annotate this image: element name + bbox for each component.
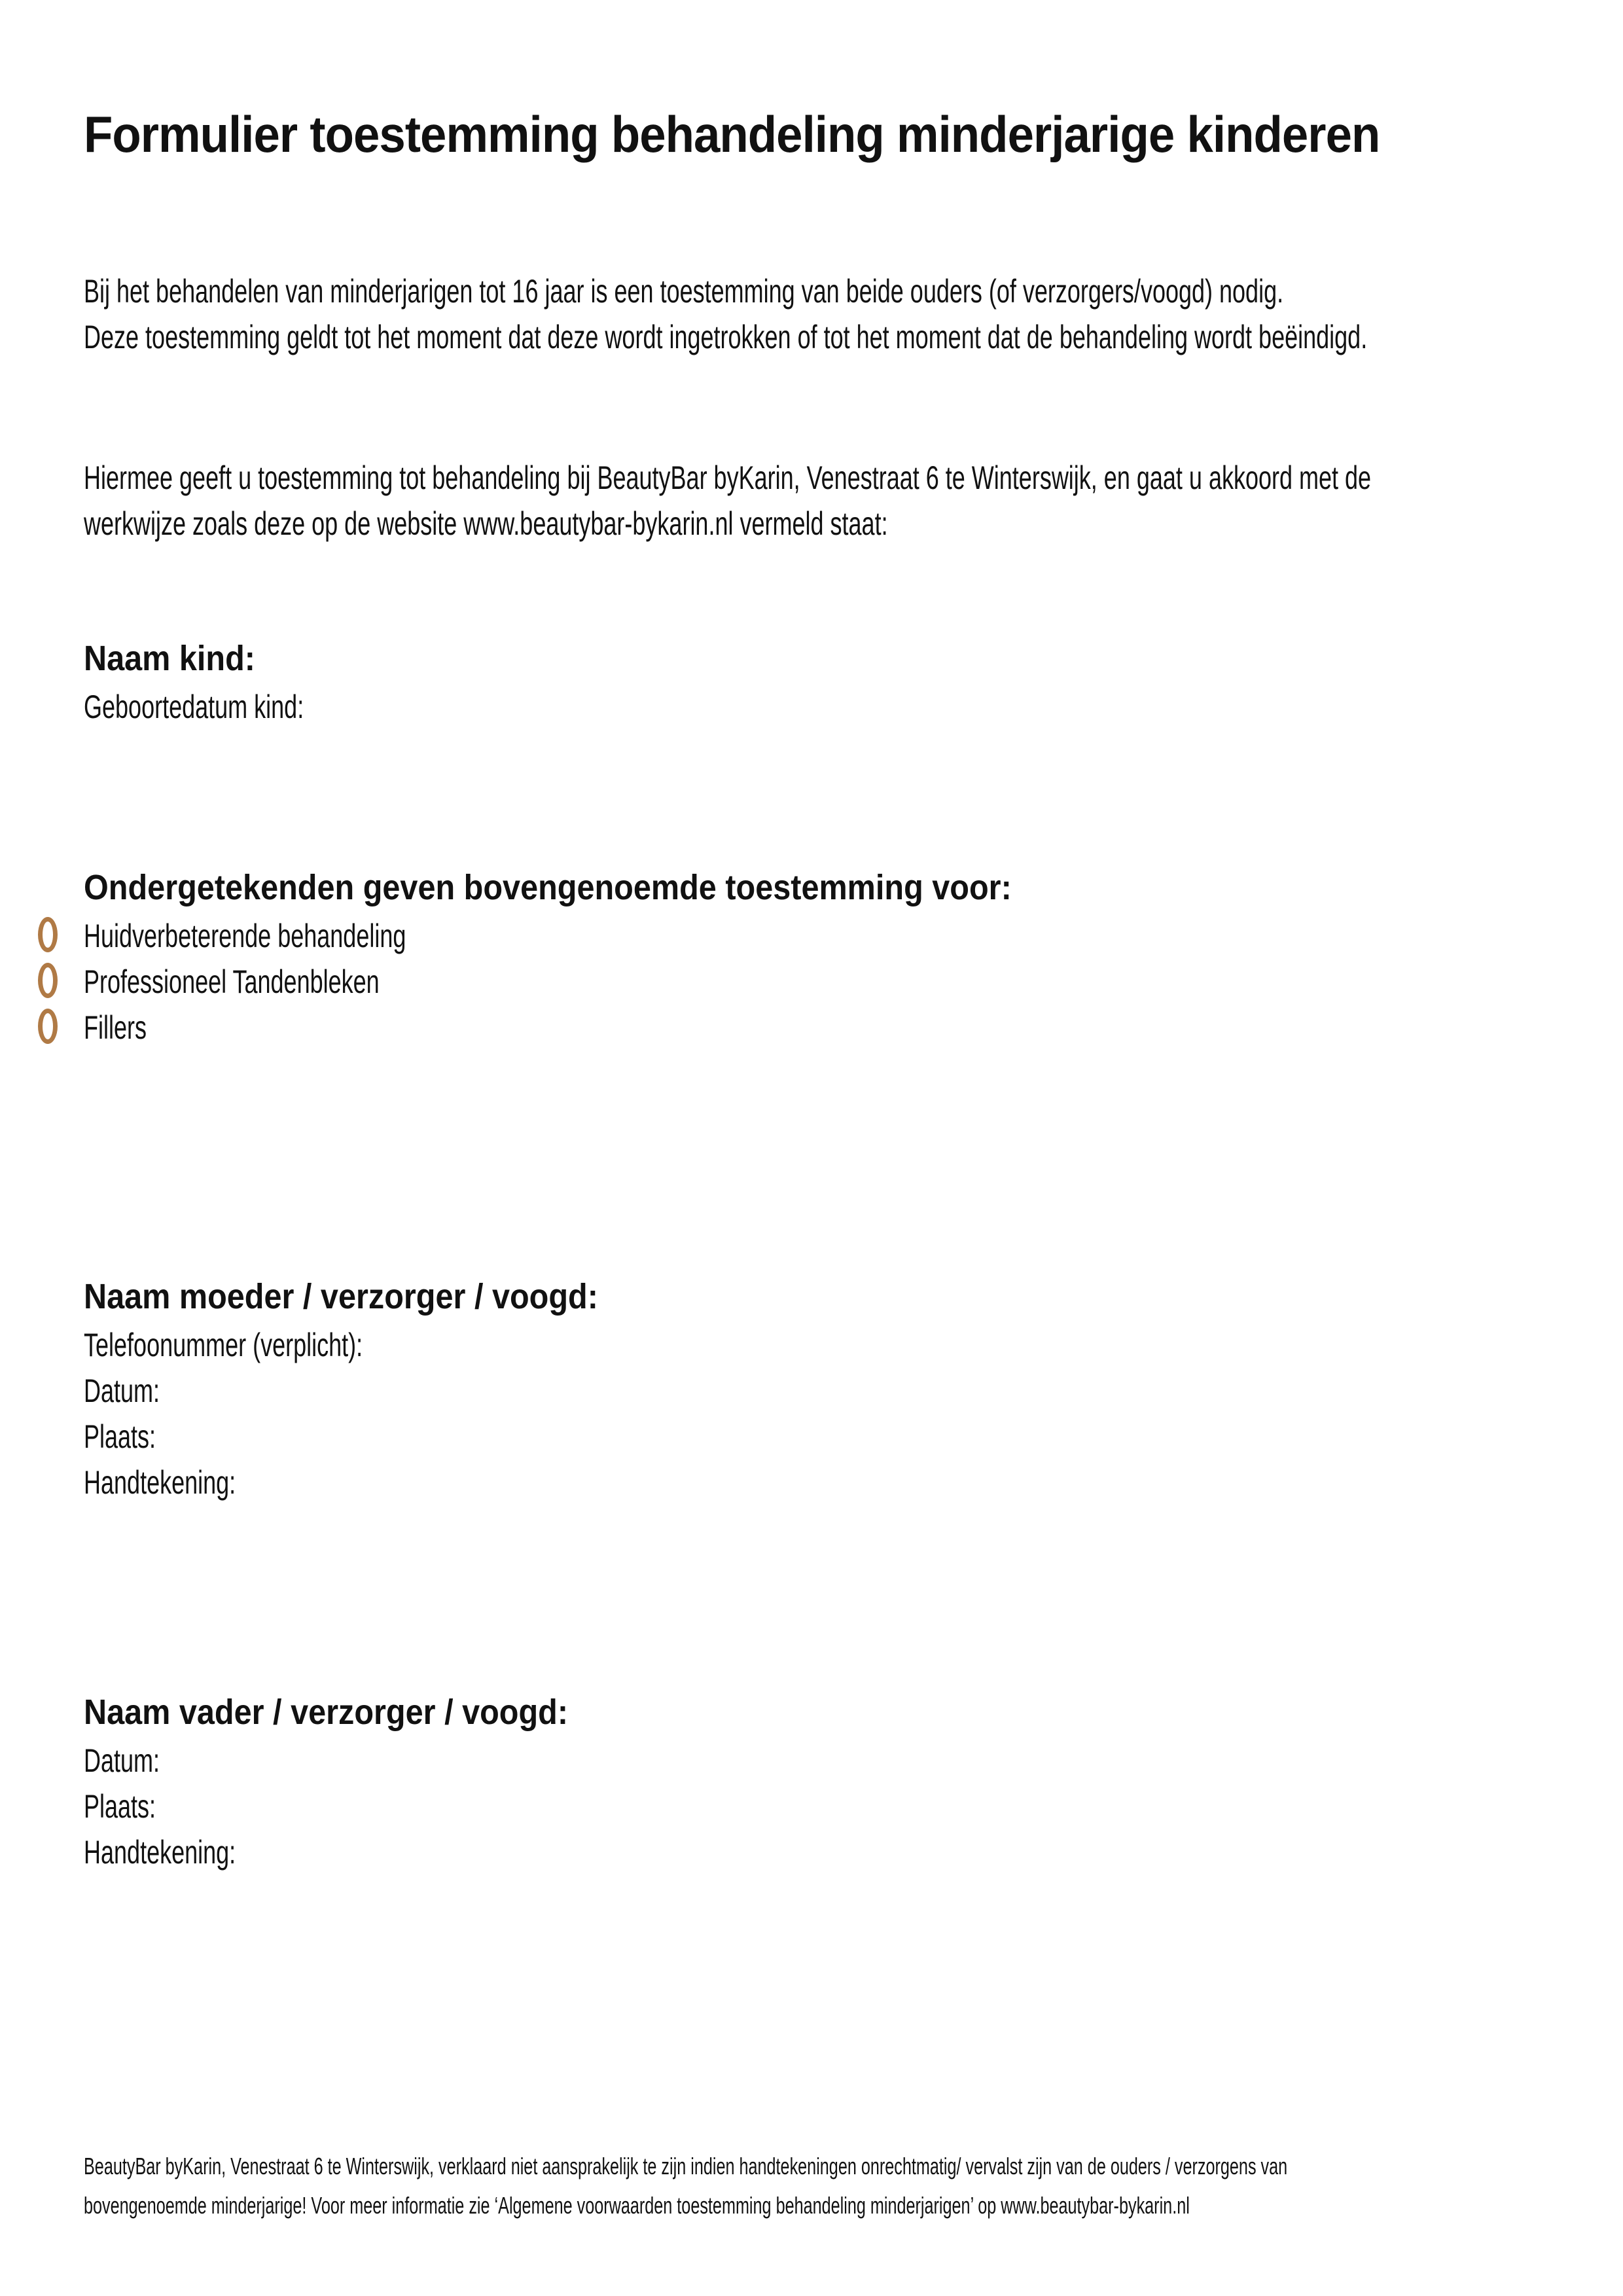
circle-checkbox-icon[interactable] [38,1009,58,1044]
mother-signature-label [84,1460,294,1505]
father-date-label [84,1738,189,1784]
child-birthdate-label [84,684,389,730]
child-birthdate-label-text: Geboortedatum kind: [84,689,304,725]
consent-line-1-text: Hiermee geeft u toestemming tot behandeling bij BeautyBar byKarin, Venestraat 6 te Winterswijk, en gaat u akkoord met de [84,459,1372,496]
treatments-heading [84,867,1115,908]
father-name-label-text: Naam vader / verzorger / voogd: [84,1693,569,1732]
treatment-option-label-text: Fillers [84,1009,147,1046]
footer-disclaimer-line-1-text: BeautyBar byKarin, Venestraat 6 te Winterswijk, verklaard niet aansprakelijk te zijn indien handtekeningen onrechtmatig/ vervalst zijn van de ouders / verzorgens van [84,2153,1288,2179]
mother-name-label [84,1276,655,1317]
father-place-label [84,1784,184,1829]
footer-disclaimer-line-2-text: bovengenoemde minderjarige! Voor meer informatie zie ‘Algemene voorwaarden toestemming behandeling minderjarigen’ op www.beautybar-bykarin.nl [84,2192,1190,2219]
footer-disclaimer-line-1 [84,2147,1623,2186]
father-place-label-text: Plaats: [84,1788,156,1825]
mother-place-label-text: Plaats: [84,1418,156,1455]
consent-line-2 [84,501,1200,547]
mother-name-label-text: Naam moeder / verzorger / voogd: [84,1277,598,1316]
treatment-option-label [84,913,531,959]
mother-place-label [84,1414,184,1460]
consent-line-2-text: werkwijze zoals deze op de website www.beautybar-bykarin.nl vermeld staat: [84,505,888,542]
treatments-heading-text: Ondergetekenden geven bovengenoemde toestemming voor: [84,868,1012,907]
father-signature-label-text: Handtekening: [84,1834,236,1871]
intro-line-2 [84,314,1623,360]
father-date-label-text: Datum: [84,1742,160,1779]
mother-phone-label [84,1322,471,1368]
father-name-label [84,1692,622,1732]
father-signature-label [84,1829,294,1875]
mother-signature-label-text: Handtekening: [84,1464,236,1501]
intro-line-1 [84,268,1623,314]
circle-checkbox-icon[interactable] [38,963,58,998]
treatment-option-label-text: Huidverbeterende behandeling [84,918,406,954]
page-title [84,105,1477,164]
child-name-label-text: Naam kind: [84,639,255,678]
consent-line-1 [84,455,1623,501]
intro-line-1-text: Bij het behandelen van minderjarigen tot 16 jaar is een toestemming van beide ouders (of verzorgers/voogd) nodig. [84,273,1284,310]
mother-date-label [84,1368,189,1414]
page-title-text: Formulier toestemming behandeling minderjarige kinderen [84,105,1380,163]
treatment-option-label [84,959,494,1005]
footer-disclaimer-line-2 [84,2186,1623,2225]
circle-checkbox-icon[interactable] [38,917,58,952]
mother-phone-label-text: Telefoonummer (verplicht): [84,1327,363,1363]
child-name-label [84,638,274,679]
treatment-option-label-text: Professioneel Tandenbleken [84,963,380,1000]
treatment-option-label [84,1005,171,1050]
intro-line-2-text: Deze toestemming geldt tot het moment dat deze wordt ingetrokken of tot het moment dat de behandeling wordt beëindigd. [84,319,1368,355]
mother-date-label-text: Datum: [84,1372,160,1409]
